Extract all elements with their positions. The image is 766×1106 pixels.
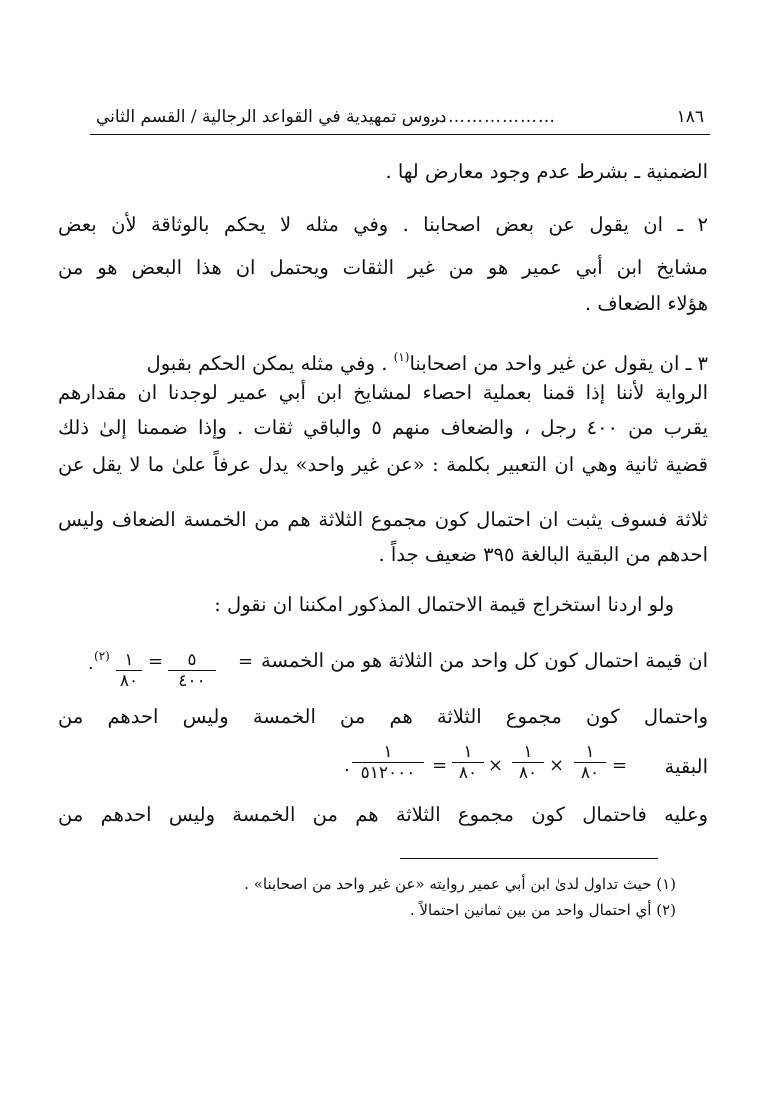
body-line-11: ولو اردنا استخراج قيمة الاحتمال المذكور امكننا ان نقول : [214,593,674,616]
footnote-divider [400,858,658,859]
equation-1-text: ان قيمة احتمال كون كل واحد من الثلاثة هو من الخمسة [260,649,708,672]
body-line-7: يقرب من ٤٠٠ رجل ، والضعاف منهم ٥ والباقي ثقات . وإذا ضممنا إلىٰ ذلك [58,416,708,439]
eq2-fraction-3-den: ٨٠ [452,762,484,783]
header-dots: ………………… [430,107,556,127]
eq1-fraction-a [168,650,216,691]
page-number: ١٨٦ [676,107,704,127]
eq2-fraction-3-num: ١ [463,742,473,762]
running-header [90,104,710,135]
header-title: دروس تمهيدية في القواعد الرجالية / القسم الثاني [96,107,447,127]
body-line-5 [58,342,708,379]
body-line-4: هؤلاء الضعاف . [584,292,708,315]
eq2-equals-2: = [432,755,448,776]
eq1-end: . [88,653,94,674]
eq2-result-den: ٥١٢٠٠٠ [352,762,424,783]
eq2-fraction-1-den: ٨٠ [574,762,606,783]
body-line-1: الضمنية ـ بشرط عدم وجود معارض لها . [385,160,708,183]
body-line-9: ثلاثة فسوف يثبت ان احتمال كون مجموع الثلاثة هم من الخمسة الضعاف وليس [58,508,708,531]
eq1-fraction-b-den: ٨٠ [116,670,142,691]
item3-start: ٣ ـ ان يقول عن غير واحد من اصحابنا [409,352,708,375]
eq2-times-1: × [549,755,565,776]
eq2-result-fraction [352,742,424,783]
eq2-end: . [344,755,350,776]
item3-rest: . وفي مثله يمكن الحكم بقبول [146,352,388,375]
body-line-6: الرواية لأننا إذا قمنا بعملية احصاء لمشايخ ابن أبي عمير لوجدنا ان مقدارهم [58,381,708,404]
footnote-2: (٢) أي احتمال واحد من بين ثمانين احتمالاً . [409,901,676,919]
footnote-1: (١) حيث تداول لدىٰ ابن أبي عمير روايته «عن غير واحد من اصحابنا» . [244,875,676,893]
eq1-fraction-b-num: ١ [124,650,134,670]
eq2-fraction-1 [574,742,606,783]
body-line-8: قضية ثانية وهي ان التعبير بكلمة : «عن غير واحد» يدل عرفاً علىٰ ما لا يقل عن [58,453,708,476]
eq2-fraction-3 [452,742,484,783]
footnote-ref-1[interactable]: (١) [393,350,410,364]
eq1-equals-2: = [148,651,164,672]
eq2-result-num: ١ [383,742,393,762]
body-line-10: احدهم من البقية البالغة ٣٩٥ ضعيف جداً . [378,543,708,566]
body-line-last: وعليه فاحتمال كون مجموع الثلاثة هم من الخمسة وليس احدهم من [58,803,708,826]
eq2-equals-1: = [612,755,628,776]
eq2-fraction-2 [512,742,544,783]
eq2-fraction-2-num: ١ [523,742,533,762]
footnote-ref-2[interactable]: (٢) [94,649,110,663]
eq1-fraction-b [116,650,142,691]
equation-2-text: واحتمال كون مجموع الثلاثة هم من الخمسة وليس احدهم من [58,705,708,728]
eq2-times-2: × [488,755,504,776]
body-line-3: مشايخ ابن أبي عمير هو من غير الثقات ويحتمل ان هذا البعض هو من [58,256,708,279]
equation-2-label: البقية [664,755,708,778]
eq1-fraction-a-num: ٥ [187,650,197,670]
eq1-equals-1: = [238,651,254,672]
eq2-fraction-1-num: ١ [585,742,595,762]
body-line-2: ٢ ـ ان يقول عن بعض اصحابنا . وفي مثله لا يحكم بالوثاقة لأن بعض [58,213,708,236]
eq2-fraction-2-den: ٨٠ [512,762,544,783]
eq1-fraction-a-den: ٤٠٠ [168,670,216,691]
